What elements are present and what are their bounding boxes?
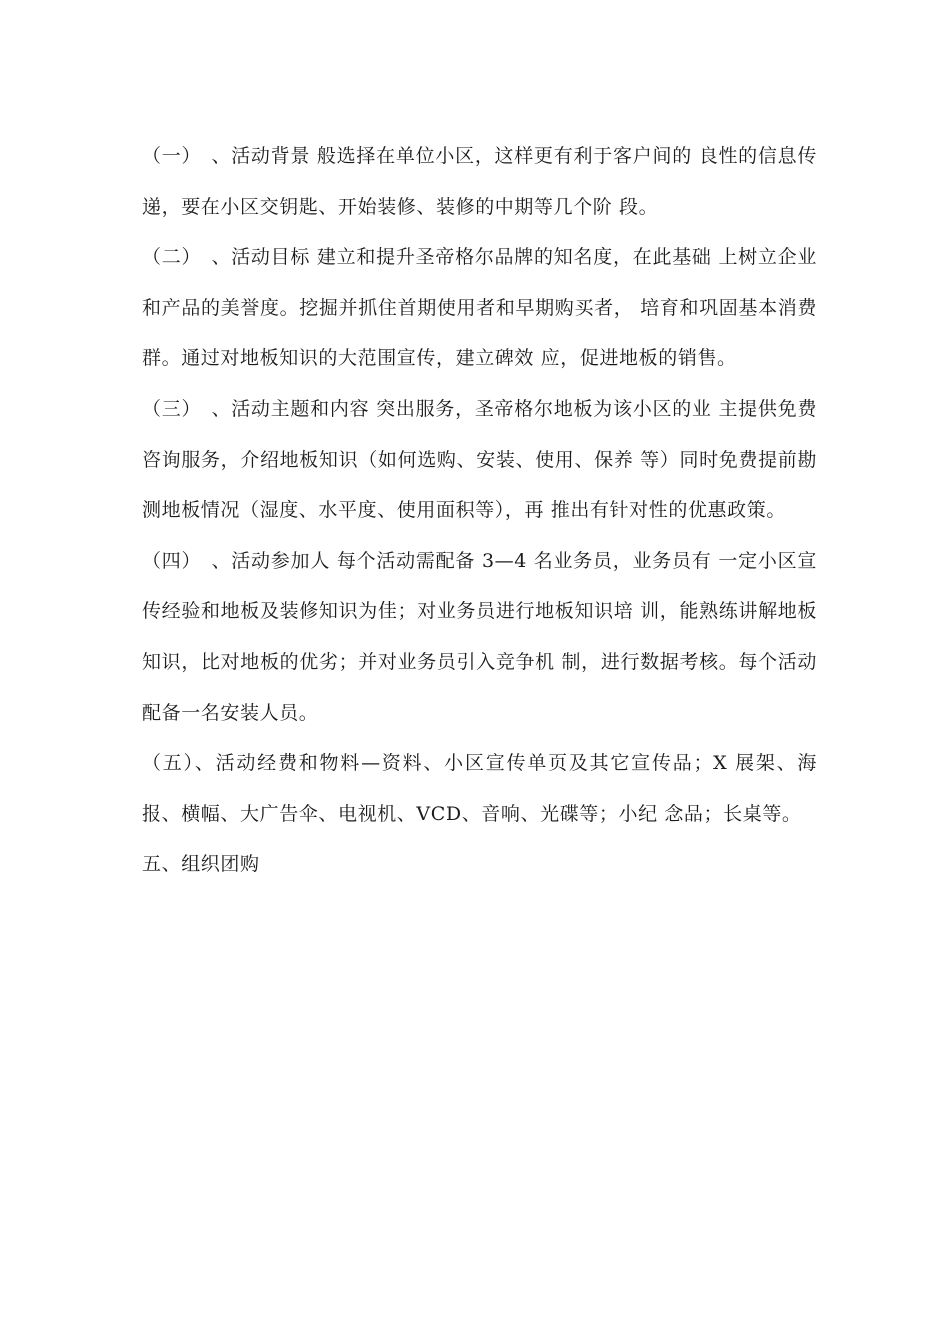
paragraph-activity-theme: （三） 、活动主题和内容 突出服务，圣帝格尔地板为该小区的业 主提供免费咨询服务，介绍地板知识（如何选购、安装、使用、保养 等）同时免费提前勘测地板情况（湿度、水平度、使用面积等），再 推出有针对性的优惠政策。 (142, 397, 817, 522)
document-body (142, 131, 817, 890)
paragraph-activity-goal: （二） 、活动目标 建立和提升圣帝格尔品牌的知名度，在此基础 上树立企业和产品的美誉度。挖掘并抓住首期使用者和早期购买者， 培育和巩固基本消费群。通过对地板知识的大范围宣传，建立碑效 应，促进地板的销售。 (142, 246, 817, 370)
section-heading-group-purchase: 五、组织团购 (142, 853, 260, 876)
paragraph-activity-background: （一） 、活动背景 般选择在单位小区，这样更有利于客户间的 良性的信息传递，要在小区交钥匙、开始装修、装修的中期等几个阶 段。 (142, 145, 817, 218)
paragraph-activity-participants: （四） 、活动参加人 每个活动需配备 3—4 名业务员，业务员有 一定小区宣传经验和地板及装修知识为佳；对业务员进行地板知识培 训，能熟练讲解地板知识，比对地板的优劣；并对业务员引入竞争机 制，进行数据考核。每个活动配备一名安装人员。 (142, 549, 817, 724)
paragraph-activity-budget: （五）、活动经费和物料—资料、小区宣传单页及其它宣传品；X 展架、海报、横幅、大广告伞、电视机、VCD、音响、光碟等；小纪 念品；长桌等。 (142, 752, 817, 825)
